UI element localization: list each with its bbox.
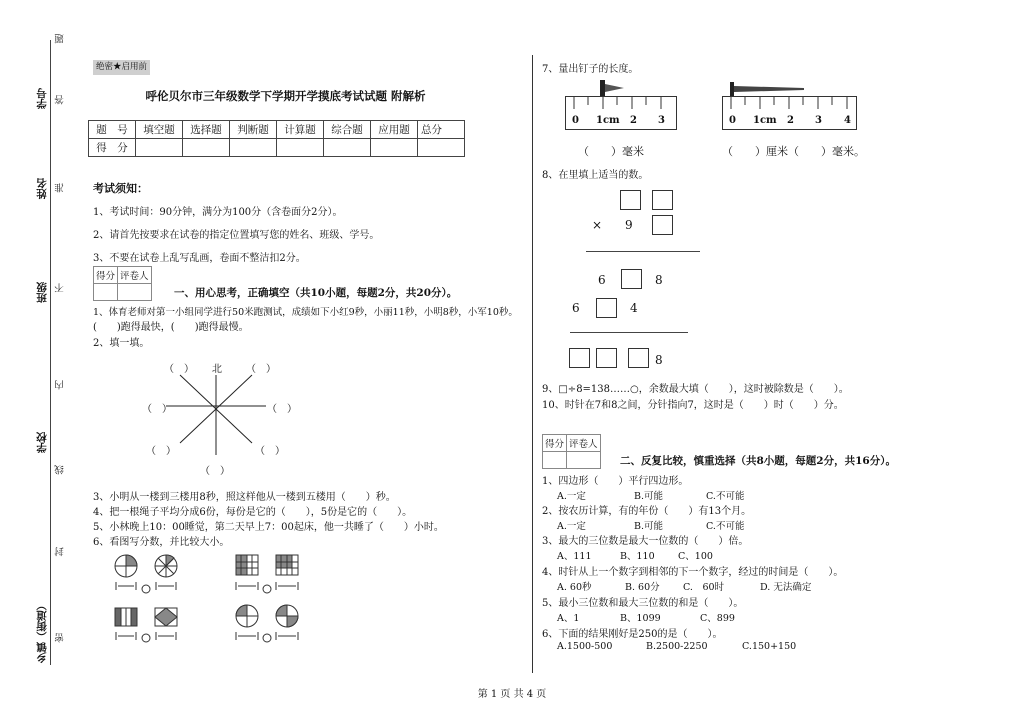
question-10: 10、时针在7和8之间，分针指向7，这时是（ ）时（ ）分。 — [542, 400, 844, 411]
notice-heading: 考试须知： — [93, 182, 148, 195]
digit: 4 — [630, 301, 638, 315]
choice-option[interactable]: B、110 — [620, 551, 655, 562]
compass-blank[interactable]: （ ） — [255, 446, 285, 457]
page-title: 呼伦贝尔市三年级数学下学期开学摸底考试试题 附解析 — [145, 89, 426, 103]
question-7: 7、量出钉子的长度。 — [542, 64, 639, 75]
choice-option[interactable]: C、899 — [700, 613, 735, 624]
choice-question: 6、下面的结果刚好是250的是（ ）。 — [542, 629, 723, 640]
digit-box[interactable] — [621, 269, 642, 289]
question-7-answer-2[interactable]: （ ）厘米（ ）毫米。 — [722, 145, 865, 158]
ruler-label: 3 — [815, 115, 822, 126]
ruler-label: 1cm — [596, 115, 620, 126]
sum-line — [570, 332, 688, 333]
seal-char: 密 — [55, 633, 66, 643]
ruler-1 — [565, 96, 677, 130]
question-5: 5、小林晚上10：00睡觉，第二天早上7：00起床，他一共睡了（ ）小时。 — [93, 522, 444, 533]
choice-option[interactable]: B、1099 — [620, 613, 661, 624]
score-table — [88, 120, 465, 157]
score-cell: 填空题 — [136, 121, 183, 139]
ruler-label: 1cm — [753, 115, 777, 126]
section2-heading: 二、反复比较，慎重选择（共8小题，每题2分，共16分）。 — [620, 455, 896, 467]
digit-box[interactable] — [628, 348, 649, 368]
choice-option[interactable]: C、100 — [678, 551, 713, 562]
score-input-cell[interactable] — [183, 139, 230, 157]
ruler-label: 4 — [844, 115, 851, 126]
compass-blank[interactable]: （ ） — [164, 364, 194, 375]
score-cell: 选择题 — [183, 121, 230, 139]
choice-option[interactable]: C.150+150 — [742, 641, 797, 652]
notice-item: 3、不要在试卷上乱写乱画，卷面不整洁扣2分。 — [93, 253, 306, 264]
score-cell: 应用题 — [371, 121, 418, 139]
choice-option[interactable]: C. 60时 — [683, 582, 725, 593]
score-input-cell[interactable] — [136, 139, 183, 157]
digit-box[interactable] — [652, 215, 673, 235]
question-4: 4、把一根绳子平均分成6份，每份是它的（ ），5份是它的（ ）。 — [93, 507, 413, 518]
fraction-figures-right — [230, 552, 320, 652]
seal-char: 线 — [55, 465, 66, 475]
question-9: 9、□÷8=138……○，余数最大填（ ），这时被除数是（ ）。 — [542, 384, 849, 395]
ruler-label: 3 — [658, 115, 665, 126]
question-8: 8、在里填上适当的数。 — [542, 170, 649, 181]
notice-item: 1、考试时间：90分钟，满分为100分（含卷面分2分）。 — [93, 207, 343, 218]
product-line — [586, 251, 700, 252]
scorer-reviewer-input[interactable] — [118, 284, 152, 301]
compass-blank[interactable]: （ ） — [267, 404, 297, 415]
township-label: 乡镇（街道） — [36, 600, 48, 663]
seal-char: 内 — [55, 380, 66, 390]
notice-item: 2、请首先按要求在试卷的指定位置填写您的姓名、班级、学号。 — [93, 230, 380, 241]
choice-option[interactable]: A、1 — [557, 613, 580, 624]
score-cell: 计算题 — [277, 121, 324, 139]
seal-char: 准 — [55, 183, 66, 193]
scorer-reviewer-label: 评卷人 — [118, 267, 152, 284]
section1-heading: 一、用心思考，正确填空（共10小题，每题2分，共20分）。 — [174, 287, 458, 299]
score-table-score-row — [89, 139, 465, 157]
question-1-blanks: ( )跑得最快，( )跑得最慢。 — [93, 322, 249, 333]
choice-option[interactable]: D. 无法确定 — [760, 582, 812, 593]
page-footer: 第 1 页 共 4 页 — [477, 689, 547, 700]
ruler-label: 2 — [630, 115, 637, 126]
digit: 6 — [572, 301, 580, 315]
scorer-box — [93, 266, 152, 301]
seal-char: 不 — [55, 283, 66, 293]
scorer-score-input[interactable] — [94, 284, 118, 301]
nail-icon — [728, 80, 808, 98]
compass-blank[interactable]: （ ） — [142, 404, 172, 415]
choice-option[interactable]: A.1500-500 — [557, 641, 613, 652]
scorer-box-2 — [542, 434, 601, 469]
score-input-cell[interactable] — [418, 139, 465, 157]
nail-icon — [598, 78, 628, 98]
choice-option[interactable]: A.一定 — [557, 521, 586, 532]
score-cell: 判断题 — [230, 121, 277, 139]
seal-char: 答 — [55, 95, 66, 105]
choice-option[interactable]: B.2500-2250 — [646, 641, 708, 652]
choice-question: 2、按农历计算，有的年份（ ）有13个月。 — [542, 506, 752, 517]
digit: 8 — [655, 273, 663, 287]
score-cell: 题 号 — [89, 121, 136, 139]
seal-char: 题 — [55, 34, 66, 44]
score-cell: 总分 — [418, 121, 465, 139]
compass-blank[interactable]: （ ） — [146, 446, 176, 457]
score-cell: 综合题 — [324, 121, 371, 139]
question-1: 1、体育老师对第一小组同学进行50米跑测试，成绩如下小红9秒，小丽11秒，小明8秒，小军10秒。 — [93, 307, 518, 318]
compass-blank[interactable]: （ ） — [200, 466, 230, 477]
digit-box[interactable] — [620, 190, 641, 210]
choice-question: 5、最小三位数和最大三位数的和是（ ）。 — [542, 598, 744, 609]
choice-option[interactable]: C.不可能 — [706, 521, 745, 532]
compass-blank[interactable]: （ ） — [246, 364, 276, 375]
question-6: 6、看图写分数，并比较大小。 — [93, 537, 230, 548]
choice-option[interactable]: A.一定 — [557, 491, 586, 502]
score-input-cell[interactable] — [230, 139, 277, 157]
score-input-cell[interactable] — [324, 139, 371, 157]
ruler-label: 2 — [787, 115, 794, 126]
ruler-label: 0 — [572, 115, 579, 126]
score-input-cell[interactable] — [277, 139, 324, 157]
question-2: 2、填一填。 — [93, 338, 150, 349]
choice-option[interactable]: A、111 — [557, 551, 592, 562]
digit-box[interactable] — [652, 190, 673, 210]
scorer-reviewer-input[interactable] — [567, 452, 601, 469]
digit-box[interactable] — [569, 348, 590, 368]
ruler-label: 0 — [729, 115, 736, 126]
scorer-score-label: 得分 — [543, 435, 567, 452]
score-input-cell[interactable] — [371, 139, 418, 157]
choice-question: 3、最大的三位数是最大一位数的（ ）倍。 — [542, 536, 749, 547]
question-3: 3、小明从一楼到三楼用8秒，照这样他从一楼到五楼用（ ）秒。 — [93, 492, 396, 503]
digit-box[interactable] — [596, 348, 617, 368]
student-id-label: 学号 — [36, 88, 48, 109]
scorer-reviewer-label: 评卷人 — [567, 435, 601, 452]
choice-option[interactable]: A. 60秒 — [557, 582, 592, 593]
ruler-2 — [722, 96, 857, 130]
name-label: 姓名 — [36, 178, 48, 199]
choice-option[interactable]: C.不可能 — [706, 491, 745, 502]
choice-question: 1、四边形（ ）平行四边形。 — [542, 476, 689, 487]
scorer-score-input[interactable] — [543, 452, 567, 469]
compass-north-label: 北 — [212, 364, 222, 375]
scorer-score-label: 得分 — [94, 267, 118, 284]
digit: 8 — [655, 353, 663, 367]
times-sign: × — [592, 218, 603, 232]
score-table-header-row — [89, 121, 465, 139]
question-7-answer-1[interactable]: （ ）毫米 — [578, 145, 644, 158]
binding-line — [50, 40, 51, 665]
choice-option[interactable]: B.可能 — [634, 491, 664, 502]
column-divider — [532, 55, 533, 673]
choice-option[interactable]: B.可能 — [634, 521, 664, 532]
choice-option[interactable]: B. 60分 — [625, 582, 660, 593]
school-label: 学校 — [36, 432, 48, 453]
secret-tag: 绝密★启用前 — [93, 60, 150, 75]
digit: 6 — [598, 273, 606, 287]
class-label: 班级 — [36, 282, 48, 303]
digit-box[interactable] — [596, 298, 617, 318]
seal-char: 封 — [55, 547, 66, 557]
choice-question: 4、时针从上一个数字到相邻的下一个数字，经过的时间是（ ）。 — [542, 567, 844, 578]
multiplier-digit: 9 — [625, 218, 633, 232]
score-cell: 得 分 — [89, 139, 136, 157]
